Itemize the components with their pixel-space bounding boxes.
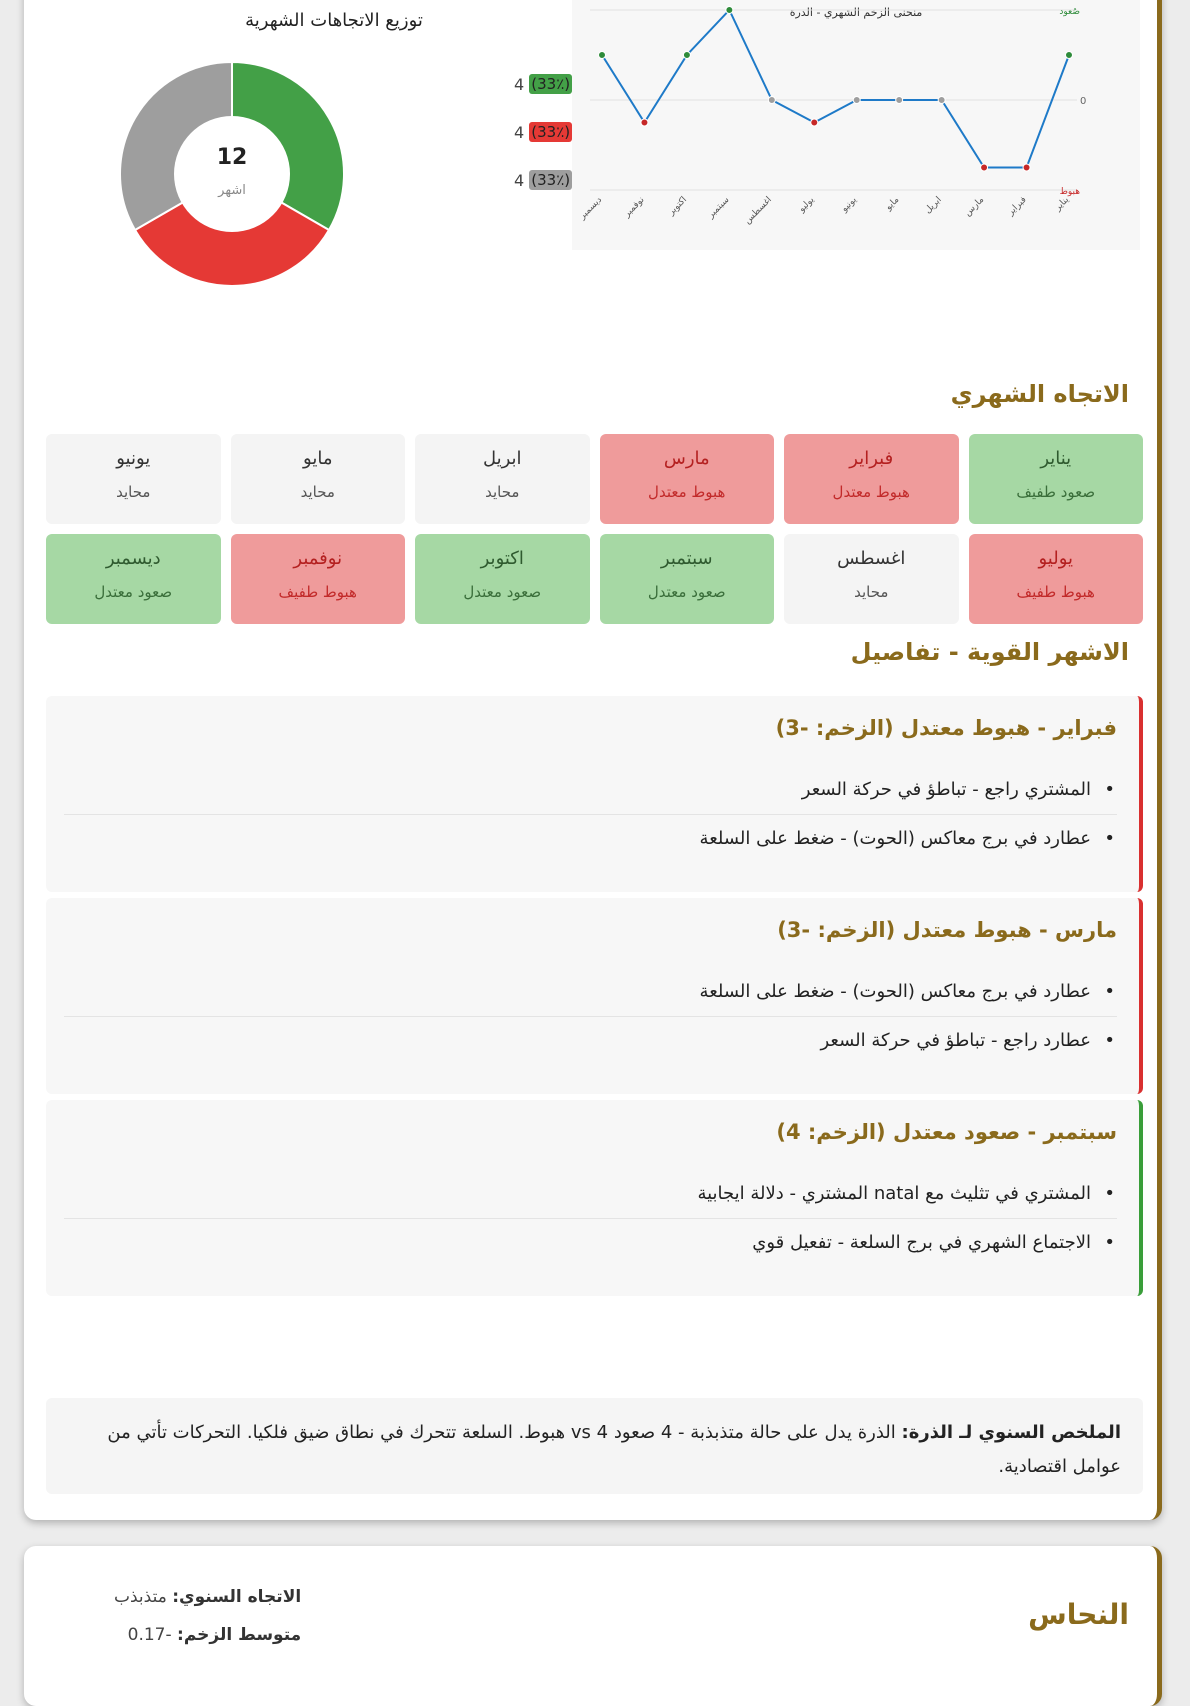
list-item: • المشتري راجع - تباطؤ في حركة السعر [64,766,1117,815]
data-point [1023,164,1030,171]
line-chart-title: منحنى الزخم الشهري - الذرة [789,6,923,19]
month-name: نوفمبر [293,548,343,569]
month-name: ابريل [482,448,522,469]
average-momentum-value: -0.17 [127,1625,178,1645]
month-status: محايد [116,483,151,501]
month-status: محايد [485,483,520,501]
data-point [599,52,606,59]
y-tick-label: 0 [1080,96,1087,107]
legend-count: 4 [514,122,525,142]
commodity-stats [114,1578,301,1654]
data-point [981,164,988,171]
commodity-card-copper[interactable] [24,1546,1162,1706]
month-status: محايد [854,583,889,601]
strong-months-title: الاشهر القوية - تفاصيل [850,638,1129,666]
momentum-line [602,10,1069,168]
list-item: • عطارد في برج معاكس (الحوت) - ضغط على السلعة [64,815,1117,863]
month-status: صعود معتدل [463,583,542,601]
x-tick-label: سبتمبر [706,195,732,221]
legend-swatch-up: (33٪) [531,75,571,93]
pie-chart-title: توزيع الاتجاهات الشهرية [245,10,423,31]
data-point [1066,52,1073,59]
month-name: ديسمبر [105,548,161,569]
x-tick-label: ديسمبر [577,195,605,222]
donut-chart [102,44,362,304]
month-cell [231,534,406,624]
annual-summary [46,1398,1143,1494]
donut-total-unit: اشهر [218,183,246,198]
data-point [768,97,775,104]
month-status: هبوط معتدل [832,483,910,501]
list-item: • المشتري في تثليث مع natal المشتري - دلالة ايجابية [64,1170,1117,1219]
month-cell [600,434,775,524]
legend-count: 4 [514,170,525,190]
data-point [726,7,733,14]
x-tick-label: يونيو [839,195,859,215]
month-status: هبوط طفيف [1016,583,1095,601]
month-cell [46,534,221,624]
data-point [896,97,903,104]
annual-trend-label: الاتجاه السنوي: [172,1587,302,1607]
month-name: فبراير [849,448,894,469]
average-momentum [114,1616,301,1654]
x-tick-label: مارس [962,195,987,219]
month-cell [231,434,406,524]
strong-month-march [46,898,1143,1094]
commodity-card-corn [24,0,1162,1520]
x-tick-label: اغسطس [742,195,774,227]
list-item: • عطارد في برج معاكس (الحوت) - ضغط على السلعة [64,968,1117,1017]
month-cell [415,534,590,624]
monthly-trend-title: الاتجاه الشهري [950,380,1129,408]
x-tick-label: اكتوبر [666,195,690,218]
strong-month-points [64,968,1117,1065]
list-item: • عطارد راجع - تباطؤ في حركة السعر [64,1017,1117,1065]
month-name: مايو [303,448,333,469]
data-point [683,52,690,59]
month-cell [415,434,590,524]
bottom-label: هبوط [1059,187,1080,197]
month-name: يناير [1040,448,1072,469]
x-tick-label: يناير [1053,195,1072,214]
month-status: محايد [300,483,335,501]
momentum-line-chart [572,0,1140,250]
annual-trend [114,1578,301,1616]
legend-count: 4 [514,74,525,94]
x-tick-label: مايو [883,195,902,213]
month-status: صعود طفيف [1016,483,1096,501]
monthly-trend-grid [46,434,1143,624]
strong-month-points [64,1170,1117,1267]
month-cell [46,434,221,524]
annual-trend-value: متذبذب [114,1587,173,1607]
strong-month-heading: فبراير - هبوط معتدل (الزخم: -3) [775,716,1117,740]
data-point [641,119,648,126]
month-name: يونيو [116,448,151,469]
strong-month-february [46,696,1143,892]
summary-text: الذرة يدل على حالة متذبذبة - 4 صعود vs 4 هبوط. السلعة تتحرك في نطاق ضيق فلكيا. التحركات تأتي من عوامل اقتصادية. [107,1422,1121,1477]
data-point [811,119,818,126]
month-name: يوليو [1038,548,1074,569]
month-status: صعود معتدل [647,583,726,601]
legend-swatch-down: (33٪) [531,123,571,141]
month-cell [969,434,1144,524]
line-chart-canvas [572,0,1140,250]
x-tick-label: نوفمبر [622,195,647,220]
month-cell [784,534,959,624]
legend-swatch-neutral: (33٪) [531,171,571,189]
month-status: هبوط معتدل [648,483,726,501]
x-tick-label: فبراير [1006,195,1029,218]
strong-month-heading: سبتمبر - صعود معتدل (الزخم: 4) [776,1120,1117,1144]
list-item: • الاجتماع الشهري في برج السلعة - تفعيل قوي [64,1219,1117,1267]
strong-month-points [64,766,1117,863]
summary-label: الملخص السنوي لـ الذرة: [901,1422,1121,1443]
data-point [853,97,860,104]
month-name: اكتوبر [480,548,524,569]
data-point [938,97,945,104]
month-cell [784,434,959,524]
month-name: سبتمبر [660,548,713,569]
month-cell [969,534,1144,624]
month-name: اغسطس [837,548,906,569]
commodity-name: النحاس [1028,1598,1129,1631]
month-status: هبوط طفيف [278,583,357,601]
month-status: صعود معتدل [94,583,173,601]
average-momentum-label: متوسط الزخم: [177,1625,302,1645]
x-tick-label: ابريل [923,195,944,216]
strong-month-heading: مارس - هبوط معتدل (الزخم: -3) [777,918,1117,942]
top-label: صُعود [1059,7,1080,17]
month-cell [600,534,775,624]
donut-total: 12 [216,145,248,170]
month-name: مارس [663,448,710,469]
x-tick-label: يوليو [797,195,817,215]
strong-month-september [46,1100,1143,1296]
